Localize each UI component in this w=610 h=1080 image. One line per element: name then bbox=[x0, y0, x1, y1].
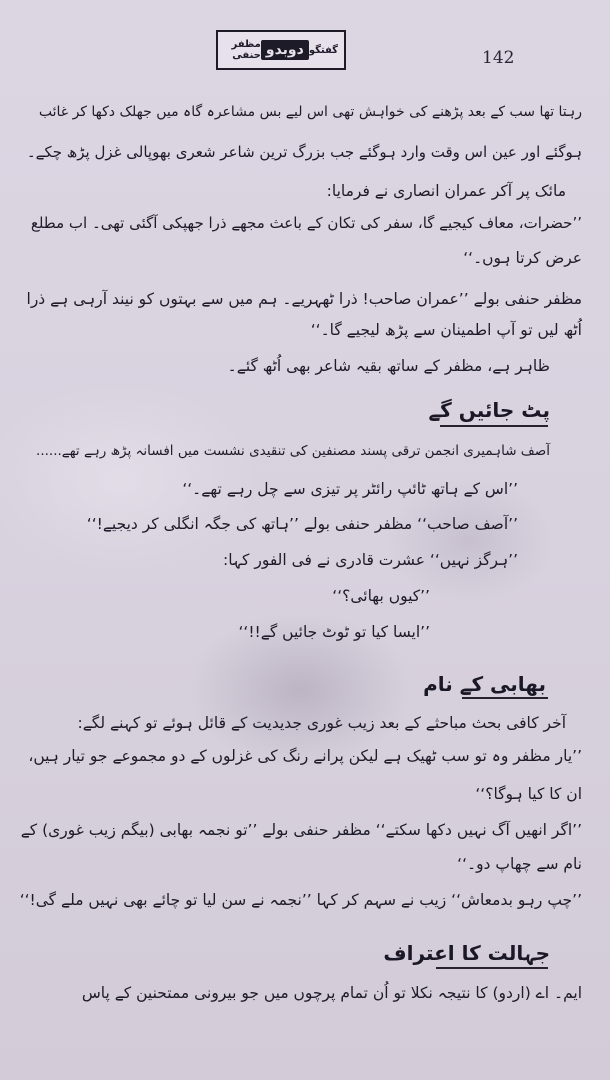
text-line: آخر کافی بحث مباحثے کے بعد زیب غوری جدیدیت کے قائل ہوئے تو کہنے لگے: bbox=[77, 714, 566, 732]
page-number: 142 bbox=[482, 48, 515, 68]
text-line: مائک پر آکر عمران انصاری نے فرمایا: bbox=[326, 182, 566, 200]
running-header bbox=[216, 30, 346, 70]
text-line: عرض کرتا ہوں۔‘‘ bbox=[463, 249, 582, 267]
section-heading: بھابی کے نام bbox=[423, 672, 546, 696]
section-heading: پٹ جائیں گے bbox=[428, 398, 550, 422]
text-line: رہتا تھا سب کے بعد پڑھنے کی خواہش تھی اس لیے بس مشاعرہ گاہ میں جھلک دکھا کر غائب bbox=[38, 104, 582, 120]
heading-underline bbox=[462, 697, 548, 699]
text-line: ’’حضرات، معاف کیجیے گا، سفر کی تکان کے باعث مجھے ذرا جھپکی آگئی تھی۔ اب مطلع bbox=[30, 214, 582, 232]
text-line: ’’آصف صاحب‘‘ مظفر حنفی بولے ’’ہاتھ کی جگہ انگلی کر دیجیے!‘‘ bbox=[86, 515, 518, 533]
text-line: آصف شاہمیری انجمن ترقی پسند مصنفین کی تنقیدی نشست میں افسانہ پڑھ رہے تھے...... bbox=[36, 443, 550, 459]
header-center-label: دوبدو bbox=[261, 40, 309, 60]
text-line: ’’یار مظفر وہ تو سب ٹھیک ہے لیکن پرانے رنگ کی غزلوں کے دو مجموعے جو تیار ہیں، bbox=[28, 747, 582, 765]
heading-underline bbox=[436, 967, 548, 969]
text-line: ’’چپ رہو بدمعاش‘‘ زیب نے سہم کر کہا ’’نجمہ نے سن لیا تو چائے بھی نہیں ملے گی!‘‘ bbox=[19, 891, 582, 909]
text-line: ’’ہرگز نہیں‘‘ عشرت قادری نے فی الفور کہا: bbox=[223, 551, 518, 569]
header-right-label: گفتگو bbox=[308, 44, 338, 56]
text-line: ’’کیوں بھائی؟‘‘ bbox=[332, 587, 430, 605]
heading-underline bbox=[440, 425, 548, 427]
text-line: ہوگئے اور عین اس وقت وارد ہوگئے جب بزرگ ترین شاعر شعری بھوپالی غزل پڑھ چکے۔ bbox=[26, 143, 582, 161]
text-line: اُٹھ لیں تو آپ اطمینان سے پڑھ لیجیے گا۔‘‘ bbox=[310, 321, 582, 339]
header-left-label: مظفر حنفی bbox=[231, 39, 261, 61]
text-line: ’’اس کے ہاتھ ٹائپ رائٹر پر تیزی سے چل رہے تھے۔‘‘ bbox=[182, 480, 518, 498]
text-line: ایم۔ اے (اردو) کا نتیجہ نکلا تو اُن تمام پرچوں میں جو بیرونی ممتحنین کے پاس bbox=[81, 984, 582, 1002]
text-line: ان کا کیا ہوگا؟‘‘ bbox=[475, 785, 582, 803]
text-line: ظاہر ہے، مظفر کے ساتھ بقیہ شاعر بھی اُٹھ گئے۔ bbox=[227, 357, 550, 375]
text-line: مظفر حنفی بولے ’’عمران صاحب! ذرا ٹھہریے۔ ہم میں سے بہتوں کو نیند آرہی ہے ذرا bbox=[26, 290, 582, 308]
text-line: ’’اگر انھیں آگ نہیں دکھا سکتے‘‘ مظفر حنفی بولے ’’تو نجمہ بھابی (بیگم زیب غوری) کے bbox=[20, 821, 582, 839]
section-heading: جہالت کا اعتراف bbox=[383, 941, 550, 965]
text-line: نام سے چھاپ دو۔‘‘ bbox=[457, 855, 582, 873]
text-line: ’’ایسا کیا تو ٹوٹ جائیں گے!!‘‘ bbox=[238, 623, 430, 641]
